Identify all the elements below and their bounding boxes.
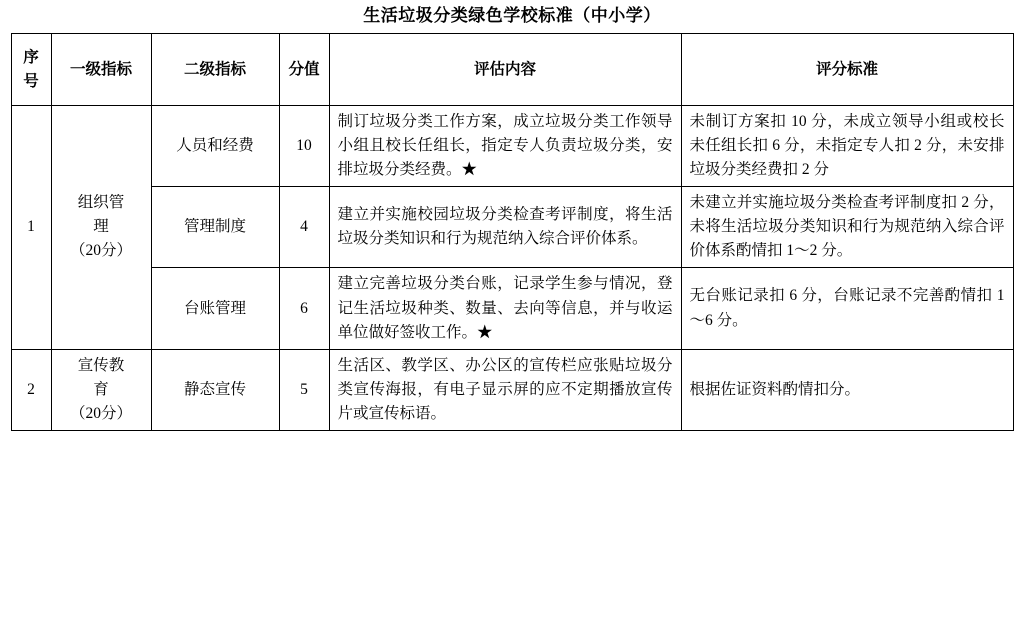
- table-row: [11, 187, 1013, 268]
- column-header-level2: 二级指标: [151, 34, 279, 106]
- cell-seq: 2: [11, 349, 51, 430]
- cell-criteria: 无台账记录扣 6 分，台账记录不完善酌情扣 1～6 分。: [681, 268, 1013, 349]
- cell-content: 制订垃圾分类工作方案，成立垃圾分类工作领导小组且校长任组长，指定专人负责垃圾分类，安排垃圾分类经费。★: [329, 106, 681, 187]
- cell-level1-line2: 理: [93, 218, 109, 236]
- cell-level1-line3: （20分）: [69, 404, 132, 422]
- table-row: [11, 268, 1013, 349]
- column-header-seq: 序号: [11, 34, 51, 106]
- column-header-content: 评估内容: [329, 34, 681, 106]
- cell-level1-line1: 宣传教: [77, 356, 125, 374]
- table-body: [11, 106, 1013, 430]
- cell-criteria: 未建立并实施垃圾分类检查考评制度扣 2 分，未将生活垃圾分类知识和行为规范纳入综合评价体系酌情扣 1～2 分。: [681, 187, 1013, 268]
- cell-level1-line1: 组织管: [77, 194, 125, 212]
- column-header-level1: 一级指标: [51, 34, 151, 106]
- column-header-score: 分值: [279, 34, 329, 106]
- cell-level1: [51, 349, 151, 430]
- cell-score: 10: [279, 106, 329, 187]
- standards-table: [11, 33, 1014, 430]
- cell-level2: 台账管理: [151, 268, 279, 349]
- cell-score: 6: [279, 268, 329, 349]
- cell-level2: 人员和经费: [151, 106, 279, 187]
- cell-score: 5: [279, 349, 329, 430]
- cell-level1-line2: 育: [93, 380, 109, 398]
- table-row: [11, 106, 1013, 187]
- cell-level2: 管理制度: [151, 187, 279, 268]
- cell-level1-line3: （20分）: [69, 242, 132, 260]
- cell-score: 4: [279, 187, 329, 268]
- page-title: 生活垃圾分类绿色学校标准（中小学）: [363, 6, 661, 25]
- cell-content: 生活区、教学区、办公区的宣传栏应张贴垃圾分类宣传海报，有电子显示屏的应不定期播放宣传片或宣传标语。: [329, 349, 681, 430]
- table-header-row: [11, 34, 1013, 106]
- table-header: [11, 34, 1013, 106]
- cell-criteria: 根据佐证资料酌情扣分。: [681, 349, 1013, 430]
- cell-seq: 1: [11, 106, 51, 349]
- cell-content: 建立完善垃圾分类台账，记录学生参与情况，登记生活垃圾种类、数量、去向等信息，并与收运单位做好签收工作。★: [329, 268, 681, 349]
- cell-level1: [51, 106, 151, 349]
- cell-level2: 静态宣传: [151, 349, 279, 430]
- cell-content: 建立并实施校园垃圾分类检查考评制度，将生活垃圾分类知识和行为规范纳入综合评价体系。: [329, 187, 681, 268]
- cell-criteria: 未制订方案扣 10 分，未成立领导小组或校长未任组长扣 6 分，未指定专人扣 2 分，未安排垃圾分类经费扣 2 分: [681, 106, 1013, 187]
- column-header-criteria: 评分标准: [681, 34, 1013, 106]
- table-row: [11, 349, 1013, 430]
